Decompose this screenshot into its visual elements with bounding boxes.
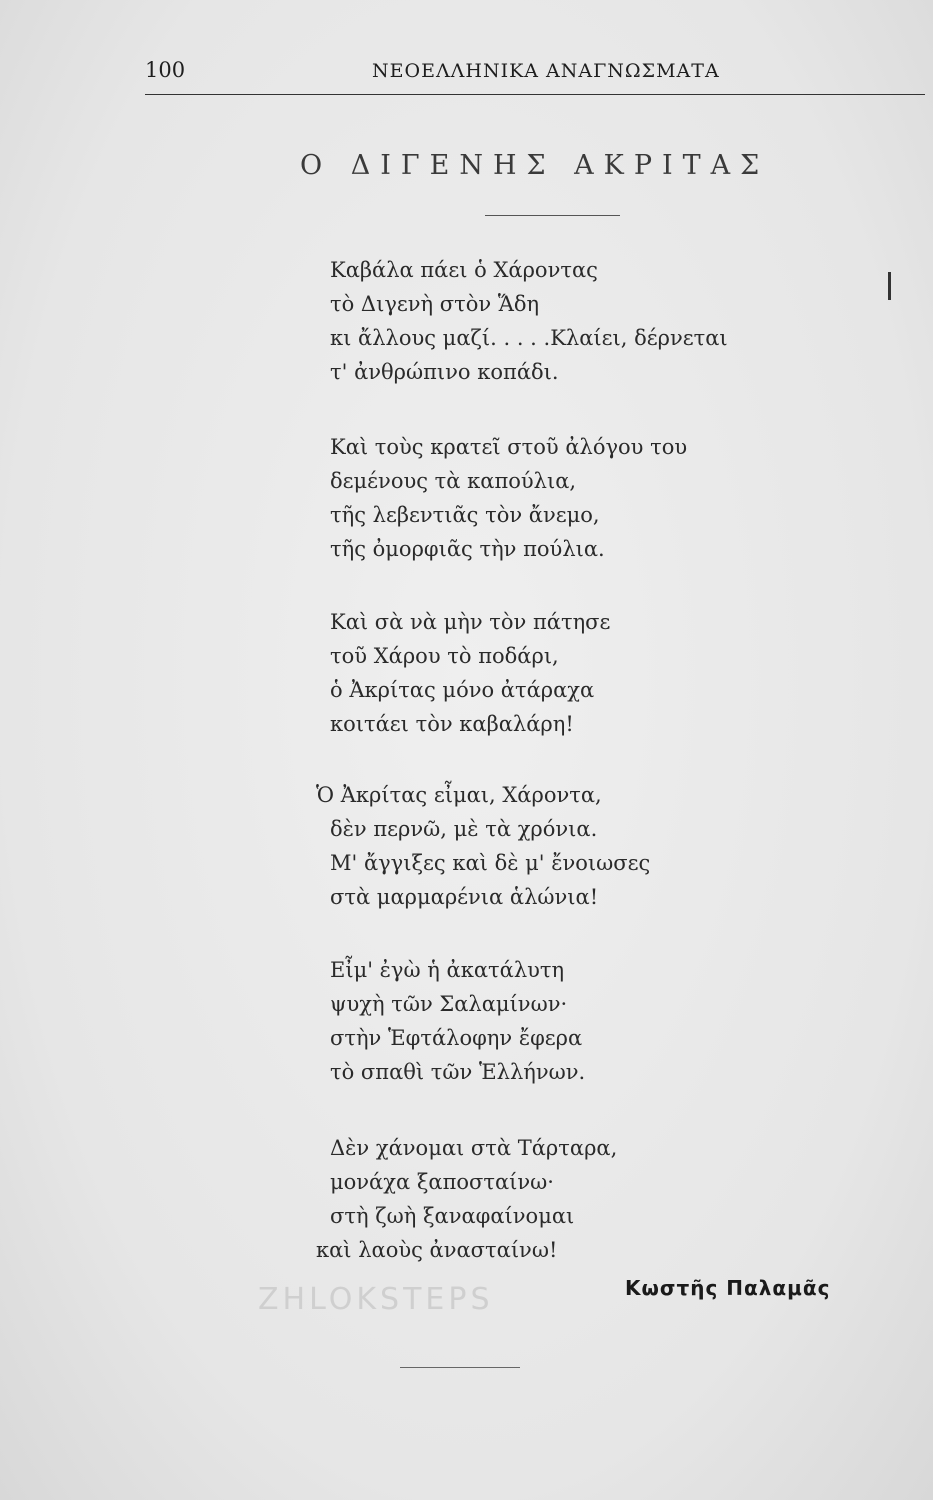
verse-line: Μ' ἄγγιξες καὶ δὲ μ' ἔνοιωσες — [330, 851, 651, 875]
poem-title: Ο ΔΙΓΕΝΗΣ ΑΚΡΙΤΑΣ — [300, 150, 770, 181]
verse-line: καὶ λαοὺς ἀνασταίνω! — [316, 1238, 558, 1262]
verse-line: τὸ Διγενὴ στὸν Ἅδη — [330, 292, 540, 316]
stanza-5 — [330, 953, 750, 1089]
verse-line: στὴ ζωὴ ξαναφαίνομαι — [330, 1204, 575, 1228]
verse-line: κι ἄλλους μαζί. . . . .Κλαίει, δέρνεται — [330, 326, 728, 350]
verse-line: ψυχὴ τῶν Σαλαμίνων· — [330, 992, 568, 1016]
verse-line: Καὶ τοὺς κρατεῖ στοῦ ἀλόγου του — [330, 435, 688, 459]
title-rule — [485, 215, 620, 216]
margin-mark — [888, 272, 891, 300]
end-rule — [400, 1367, 520, 1368]
verse-line: τ' ἀνθρώπινο κοπάδι. — [330, 360, 559, 384]
verse-line: Καὶ σὰ νὰ μὴν τὸν πάτησε — [330, 610, 611, 634]
stanza-1 — [330, 253, 750, 389]
verse-line: ὁ Ἀκρίτας μόνο ἀτάραχα — [330, 678, 595, 702]
running-title: ΝΕΟΕΛΛΗΝΙΚΑ ΑΝΑΓΝΩΣΜΑΤΑ — [372, 60, 720, 82]
verse-line: τῆς λεβεντιᾶς τὸν ἄνεμο, — [330, 503, 600, 527]
verse-line: δεμένους τὰ καπούλια, — [330, 469, 577, 493]
verse-line: Δὲν χάνομαι στὰ Τάρταρα, — [330, 1136, 618, 1160]
pencil-annotation: ZHLOKSTEPS — [258, 1282, 494, 1317]
verse-line: στὴν Ἑφτάλοφην ἔφερα — [330, 1026, 583, 1050]
verse-line: στὰ μαρμαρένια ἁλώνια! — [330, 885, 599, 909]
verse-line: Καβάλα πάει ὁ Χάροντας — [330, 258, 598, 282]
stanza-2 — [330, 430, 750, 566]
verse-line: τὸ σπαθὶ τῶν Ἑλλήνων. — [330, 1060, 586, 1084]
stanza-4 — [316, 778, 750, 914]
header-rule — [145, 94, 925, 95]
page-number: 100 — [145, 58, 186, 82]
verse-line: τοῦ Χάρου τὸ ποδάρι, — [330, 644, 559, 668]
verse-line: Εἶμ' ἐγὼ ἡ ἀκατάλυτη — [330, 958, 565, 982]
verse-line: δὲν περνῶ, μὲ τὰ χρόνια. — [330, 817, 598, 841]
verse-line: μονάχα ξαποσταίνω· — [330, 1170, 554, 1194]
stanza-3 — [330, 605, 750, 741]
verse-line: τῆς ὀμορφιᾶς τὴν πούλια. — [330, 537, 605, 561]
stanza-6 — [316, 1131, 750, 1267]
verse-line: Ὁ Ἀκρίτας εἶμαι, Χάροντα, — [316, 783, 602, 807]
page-header — [145, 58, 915, 98]
author-signature: Κωστῆς Παλαμᾶς — [625, 1276, 831, 1300]
verse-line: κοιτάει τὸν καβαλάρη! — [330, 712, 574, 736]
